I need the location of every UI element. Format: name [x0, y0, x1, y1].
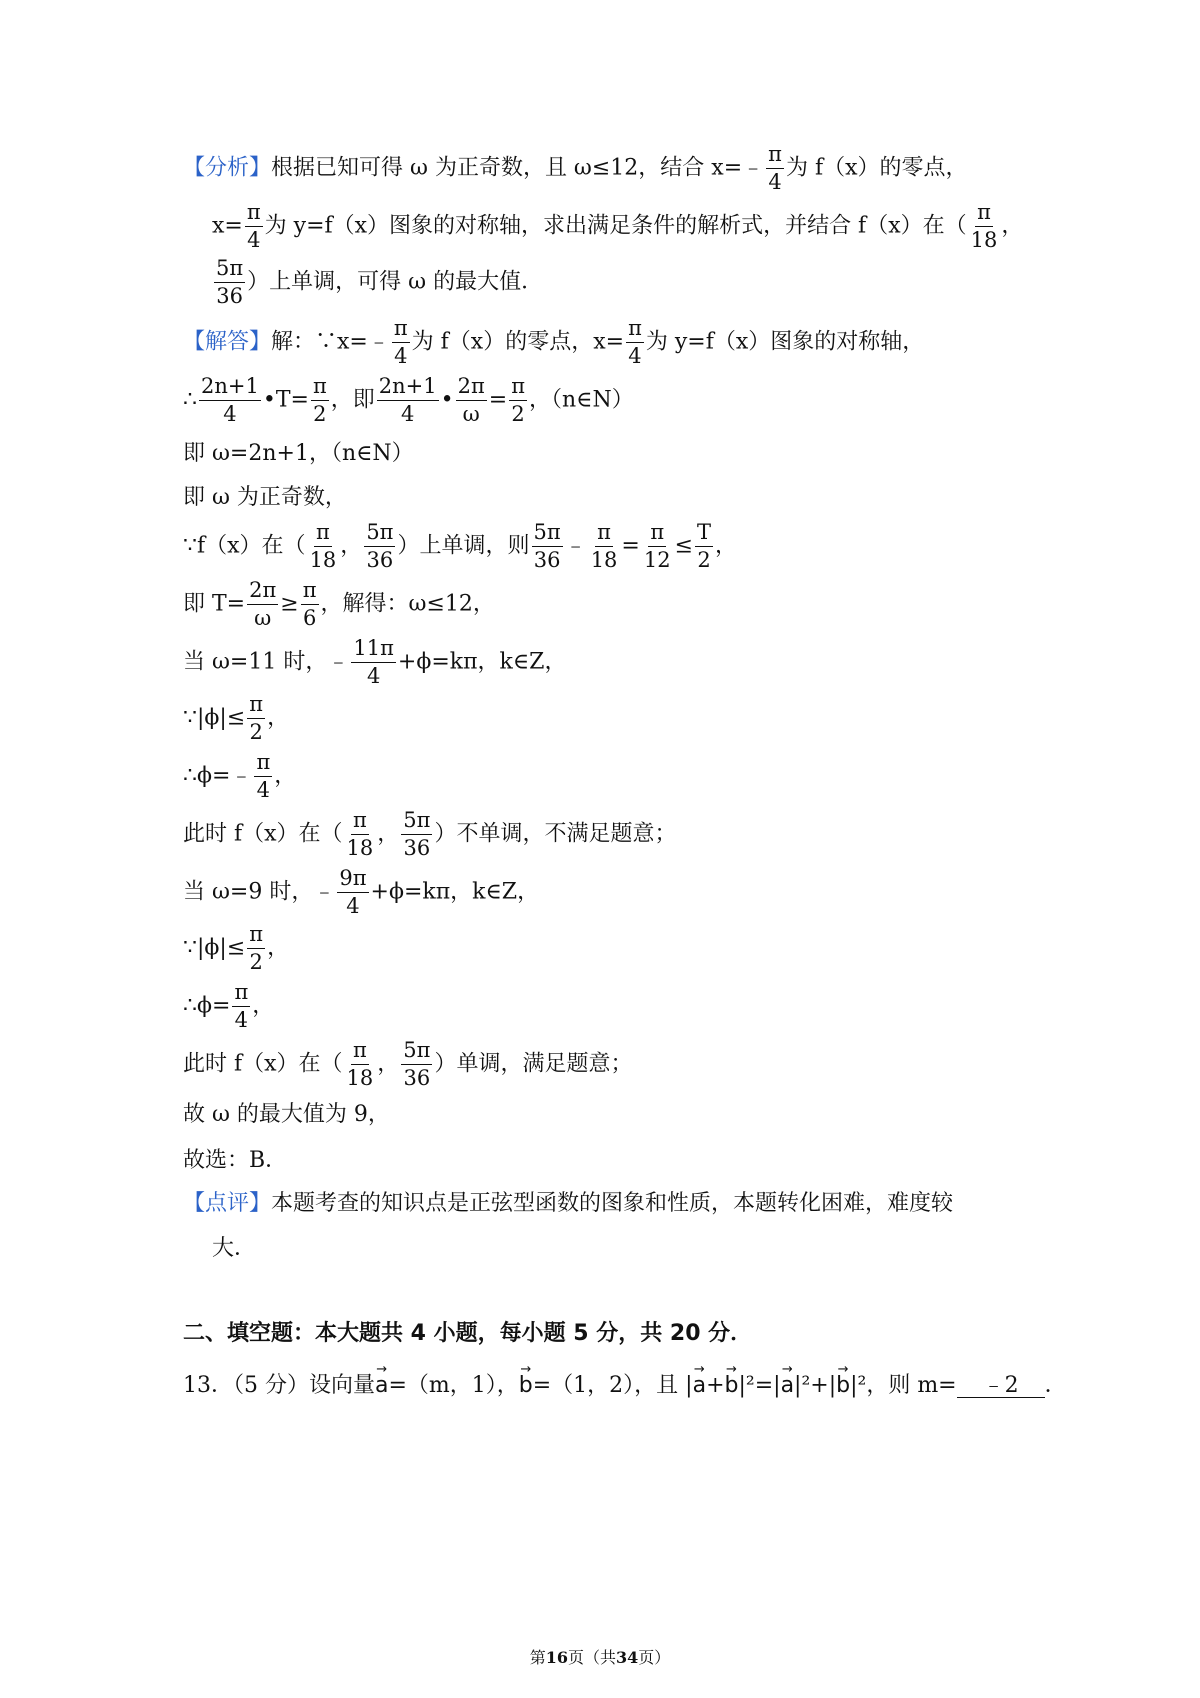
answer-line-13: [183, 982, 274, 1031]
answer-blank: ﹣2: [957, 1375, 1045, 1398]
answer-text: ）上单调，则: [397, 533, 530, 559]
answer-text: ∴ϕ=: [183, 993, 231, 1019]
question-text: +: [706, 1373, 725, 1398]
answer-text: ≤: [674, 533, 694, 559]
answer-line-11: [183, 868, 539, 917]
page-footer: [0, 1645, 1200, 1668]
fraction: $\frac{5\pi}{36}$: [216, 256, 244, 308]
answer-text: ，（n∈N）: [529, 387, 634, 413]
fraction: $\frac{\pi}{6}$: [302, 578, 317, 630]
answer-line-10: [183, 810, 676, 859]
answer-text: ，: [274, 763, 297, 789]
fraction: $\frac{\pi}{12}$: [643, 520, 671, 572]
fraction: $\frac{5\pi}{36}$: [366, 520, 394, 572]
analysis-tag: 【分析】: [183, 155, 272, 181]
question-text: ．: [1044, 1373, 1067, 1398]
footer-text: 页（共: [567, 1648, 616, 1667]
analysis-text: 为 f（x）的零点，: [785, 155, 968, 181]
fraction: $\frac{11\pi}{4}$: [353, 636, 394, 688]
answer-line-12: [183, 924, 289, 973]
answer-text: 即 T=: [183, 591, 246, 617]
analysis-line-2: [212, 202, 1023, 251]
answer-text: ，: [377, 821, 400, 847]
fraction: $\frac{\pi}{4}$: [393, 316, 408, 368]
vector-b: → b: [836, 1375, 850, 1397]
fraction: $\frac{T}{2}$: [697, 520, 712, 572]
question-text: =（1，2），且 |: [532, 1373, 693, 1398]
fraction: $\frac{\pi}{4}$: [256, 750, 271, 802]
answer-text: ∴: [183, 387, 197, 413]
answer-text: ，: [340, 533, 363, 559]
question-text: 13．（5 分）设向量: [183, 1373, 375, 1398]
analysis-text: ，: [1001, 213, 1024, 239]
answer-text: ，: [267, 935, 290, 961]
fraction: $\frac{2n+1}{4}$: [378, 374, 437, 426]
answer-text: ，即: [330, 387, 375, 413]
answer-text: ，解得：ω≤12，: [320, 591, 495, 617]
fraction: $\frac{\pi}{18}$: [346, 808, 374, 860]
question-text: |²，则 m=: [850, 1373, 957, 1398]
answer-text: 解：∵x=﹣: [271, 329, 390, 355]
answer-text: =: [621, 533, 640, 559]
fraction: $\frac{\pi}{4}$: [234, 980, 249, 1032]
analysis-line-1: [183, 144, 968, 193]
answer-text: 此时 f（x）在（: [183, 821, 343, 847]
question-text: |²=|: [738, 1373, 781, 1398]
answer-line-4: 即 ω 为正奇数，: [183, 485, 347, 510]
fraction: $\frac{2\pi}{\omega}$: [249, 578, 277, 630]
vector-b: → b: [519, 1375, 533, 1397]
answer-tag: 【解答】: [183, 329, 272, 355]
answer-text: ∵|ϕ|≤: [183, 705, 246, 731]
fraction: $\frac{\pi}{18}$: [346, 1038, 374, 1090]
fraction: $\frac{\pi}{18}$: [309, 520, 337, 572]
answer-text: ）不单调，不满足题意；: [434, 821, 677, 847]
fraction: $\frac{\pi}{2}$: [249, 692, 264, 744]
analysis-text: 为 y=f（x）图象的对称轴，求出满足条件的解析式，并结合 f（x）在（: [264, 213, 967, 239]
answer-text: +ϕ=kπ，k∈Z，: [397, 649, 567, 675]
fraction: $\frac{\pi}{18}$: [970, 200, 998, 252]
answer-text: ）单调，满足题意；: [434, 1051, 633, 1077]
fraction: $\frac{9\pi}{4}$: [339, 866, 367, 918]
fraction: $\frac{\pi}{2}$: [511, 374, 526, 426]
question-text: =（m，1），: [388, 1373, 519, 1398]
fraction: $\frac{\pi}{4}$: [246, 200, 261, 252]
comment-text: 本题考查的知识点是正弦型函数的图象和性质，本题转化困难，难度较: [271, 1191, 954, 1216]
answer-line-16: 故选：B．: [183, 1148, 288, 1173]
answer-line-14: [183, 1040, 632, 1089]
vector-b: → b: [725, 1375, 739, 1397]
answer-line-9: [183, 752, 296, 801]
fraction: $\frac{\pi}{4}$: [628, 316, 642, 368]
vector-a: → a: [781, 1375, 794, 1397]
analysis-line-3: [212, 258, 543, 307]
analysis-text: ）上单调，可得 ω 的最大值．: [247, 269, 544, 295]
answer-text: ≥: [280, 591, 299, 617]
answer-line-1: [183, 318, 924, 367]
footer-text: 第: [529, 1648, 546, 1667]
comment-line-1: [183, 1193, 953, 1215]
answer-line-8: [183, 694, 289, 743]
answer-line-15: 故 ω 的最大值为 9，: [183, 1102, 390, 1127]
answer-text: ，: [267, 705, 290, 731]
answer-text: ∵|ϕ|≤: [183, 935, 246, 961]
comment-tag: 【点评】: [183, 1191, 272, 1216]
answer-text: 此时 f（x）在（: [183, 1051, 343, 1077]
answer-text: ，: [252, 993, 275, 1019]
vector-a: → a: [693, 1375, 706, 1397]
answer-text: •: [440, 387, 454, 413]
answer-text: ﹣: [564, 533, 587, 559]
fraction: $\frac{5\pi}{36}$: [533, 520, 561, 572]
answer-text: 当 ω=9 时，﹣: [183, 879, 336, 905]
answer-text: ，: [715, 533, 738, 559]
fraction: $\frac{\pi}{2}$: [249, 922, 264, 974]
fraction: $\frac{\pi}{2}$: [312, 374, 327, 426]
answer-text: •T=: [262, 387, 309, 413]
answer-text: ，: [377, 1051, 400, 1077]
answer-line-2: [183, 376, 634, 425]
fraction: $\frac{2n+1}{4}$: [201, 374, 259, 426]
fraction: $\frac{5\pi}{36}$: [403, 808, 431, 860]
answer-text: ∴ϕ=﹣: [183, 763, 253, 789]
answer-text: +ϕ=kπ，k∈Z，: [370, 879, 540, 905]
section-title: 二、填空题：本大题共 4 小题，每小题 5 分，共 20 分．: [183, 1321, 753, 1346]
answer-line-5: [183, 522, 737, 571]
vector-a: → a: [375, 1375, 388, 1397]
question-13: [183, 1375, 1067, 1398]
fraction: $\frac{2\pi}{\omega}$: [457, 374, 485, 426]
page-number: 16: [545, 1648, 568, 1667]
analysis-text: x=: [212, 213, 243, 239]
analysis-text: 根据已知可得 ω 为正奇数，且 ω≤12，结合 x=﹣: [271, 155, 765, 181]
fraction: $\frac{5\pi}{36}$: [403, 1038, 431, 1090]
fraction: $\frac{\pi}{18}$: [590, 520, 618, 572]
footer-text: 页）: [638, 1648, 671, 1667]
comment-line-2: 大．: [212, 1236, 257, 1261]
answer-line-3: 即 ω=2n+1，（n∈N）: [183, 441, 414, 466]
total-pages: 34: [616, 1648, 639, 1667]
answer-text: 为 y=f（x）图象的对称轴，: [645, 329, 925, 355]
answer-text: 当 ω=11 时，﹣: [183, 649, 350, 675]
fraction: $\frac{\pi}{4}$: [768, 142, 782, 194]
question-text: |²+|: [794, 1373, 837, 1398]
answer-text: =: [488, 387, 508, 413]
answer-line-7: [183, 638, 566, 687]
answer-text: 为 f（x）的零点，x=: [411, 329, 625, 355]
answer-text: ∵f（x）在（: [183, 533, 306, 559]
answer-line-6: [183, 580, 495, 629]
